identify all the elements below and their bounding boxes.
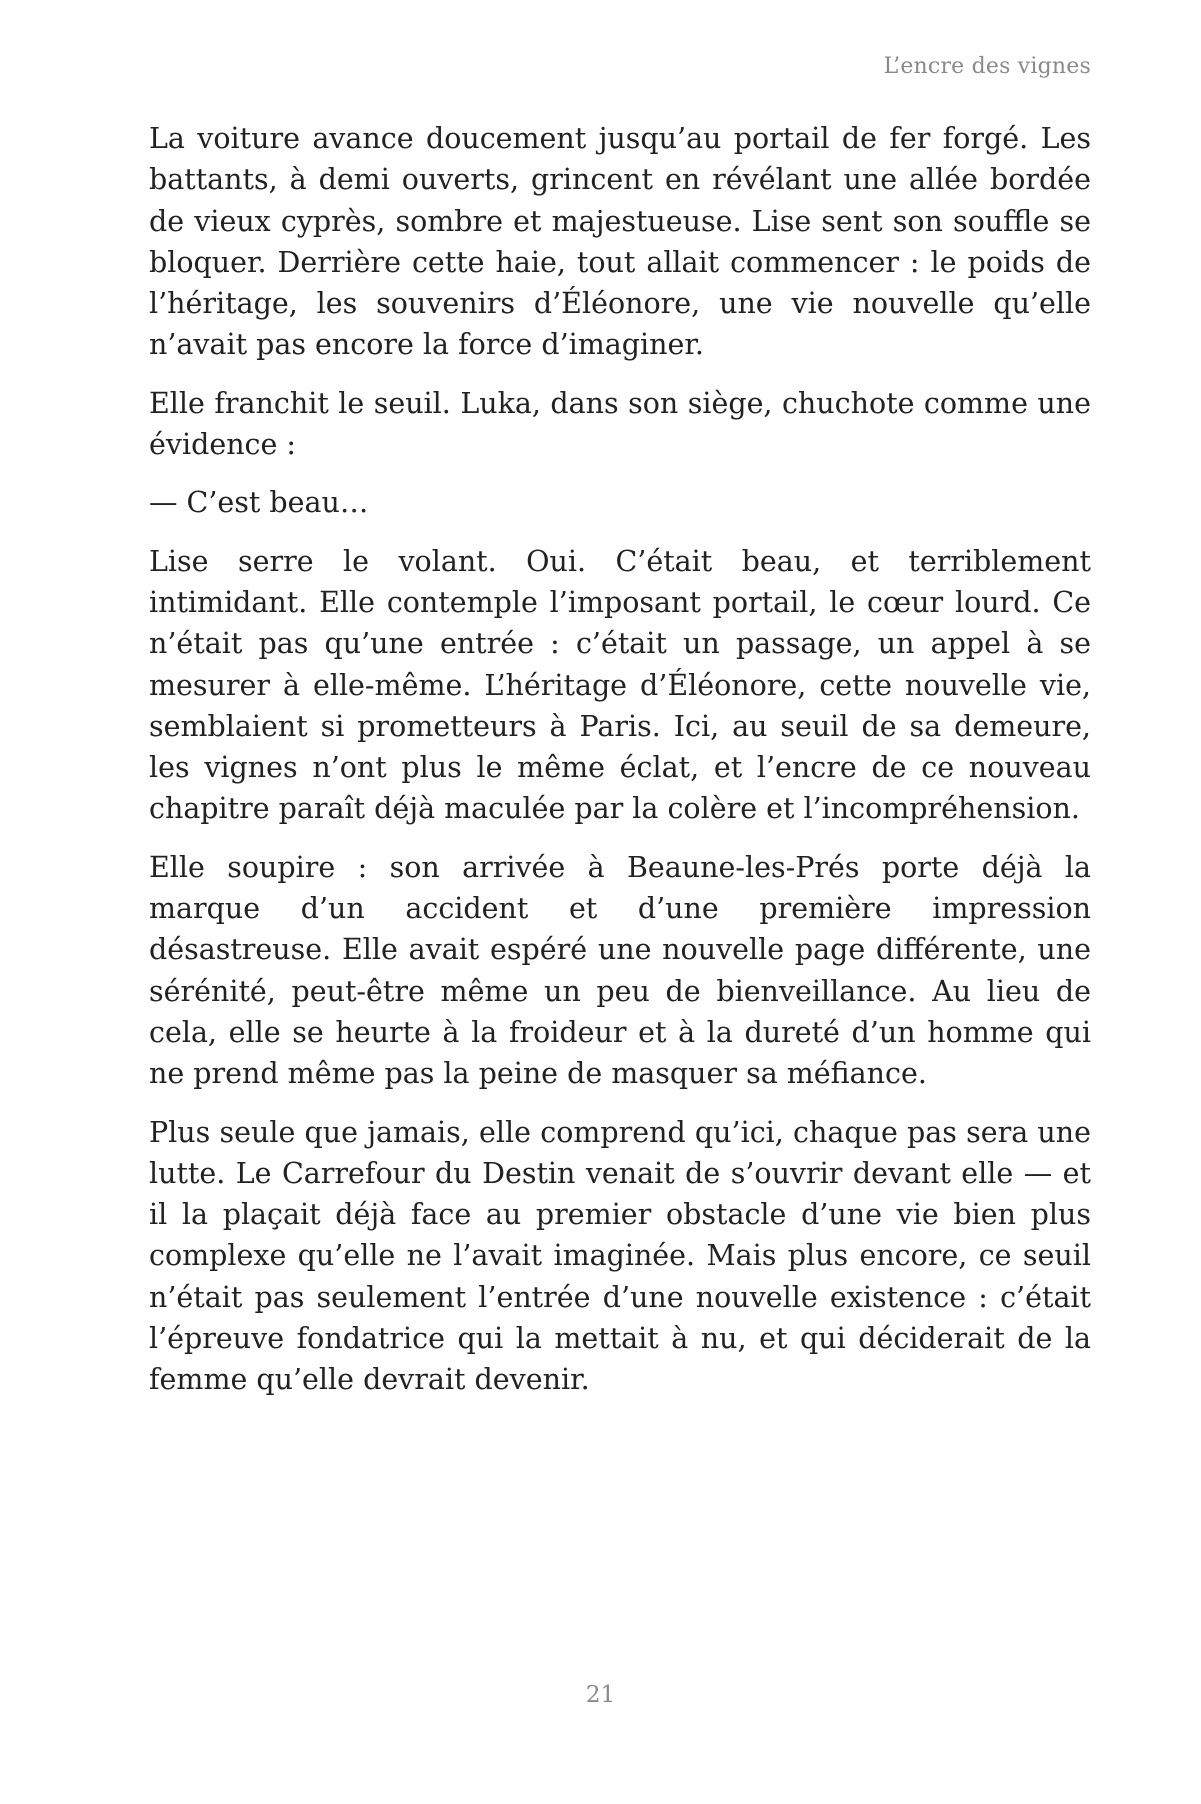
running-header: L’encre des vignes [883, 54, 1091, 79]
dialogue-line: — C’est beau… [149, 486, 369, 520]
body-text [149, 118, 1091, 1418]
paragraph: La voiture avance doucement jusqu’au portail de fer forgé. Les battants, à demi ouverts, grincent en révélant une allée bordée de vieux cyprès, sombre et majestueuse. Lise sent son souffle se bloquer. Derrière cette haie, tout allait commencer : le poids de l’héritage, les souvenirs d’Éléonore, une vie nouvelle qu’elle n’avait pas encore la force d’imaginer. [149, 122, 1091, 362]
page-number: 21 [585, 1682, 616, 1708]
paragraph: Elle franchit le seuil. Luka, dans son siège, chuchote comme une évidence : [149, 386, 1091, 462]
paragraph: Lise serre le volant. Oui. C’était beau, et terriblement intimidant. Elle contemple l’imposant portail, le cœur lourd. Ce n’était pas qu’une entrée : c’était un passage, un appel à se mesurer à elle-même. L’héritage d’Éléonore, cette nouvelle vie, semblaient si prometteurs à Paris. Ici, au seuil de sa demeure, les vignes n’ont plus le même éclat, et l’encre de ce nouveau chapitre paraît déjà maculée par la colère et l’incompréhension. [149, 544, 1091, 826]
paragraph: Plus seule que jamais, elle comprend qu’ici, chaque pas sera une lutte. Le Carrefour du Destin venait de s’ouvrir devant elle — et il la plaçait déjà face au premier obstacle d’une vie bien plus complexe qu’elle ne l’avait imaginée. Mais plus encore, ce seuil n’était pas seulement l’entrée d’une nouvelle existence : c’était l’épreuve fondatrice qui la mettait à nu, et qui déciderait de la femme qu’elle devrait devenir. [149, 1115, 1091, 1397]
paragraph: Elle soupire : son arrivée à Beaune-les-Prés porte déjà la marque d’un accident et d’une première impression désastreuse. Elle avait espéré une nouvelle page différente, une sérénité, peut-être même un peu de bienveillance. Au lieu de cela, elle se heurte à la froideur et à la dureté d’un homme qui ne prend même pas la peine de masquer sa méfiance. [149, 850, 1091, 1091]
